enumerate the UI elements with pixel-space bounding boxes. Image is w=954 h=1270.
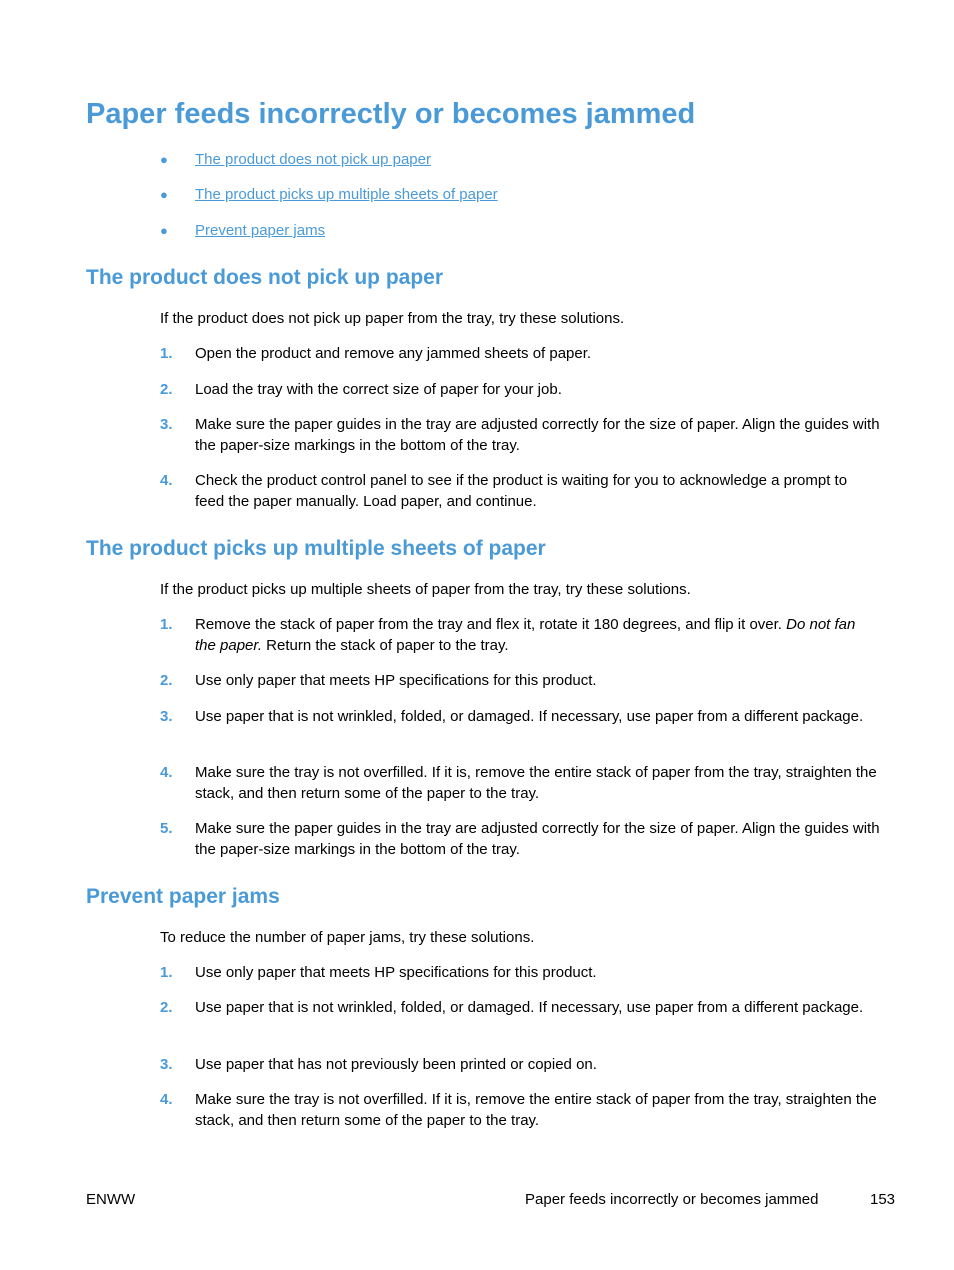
toc-link-prevent-jams[interactable]: Prevent paper jams xyxy=(195,222,326,239)
step-text: Use paper that is not wrinkled, folded, or damaged. If necessary, use paper from a different package. xyxy=(195,999,864,1016)
step-text: Open the product and remove any jammed sheets of paper. xyxy=(195,345,592,362)
section-heading-not-pick-up: The product does not pick up paper xyxy=(86,266,444,289)
section-intro: To reduce the number of paper jams, try these solutions. xyxy=(160,929,535,946)
toc-link-multiple-sheets[interactable]: The product picks up multiple sheets of paper xyxy=(195,186,498,203)
step-number: 5. xyxy=(160,820,173,837)
step-text: Make sure the tray is not overfilled. If it is, remove the entire stack of paper from the tray, straighten the stack, and then return some of the paper to the tray. xyxy=(195,1091,877,1129)
step-number: 1. xyxy=(160,616,173,633)
step-number: 2. xyxy=(160,381,173,398)
step-text: Use paper that has not previously been printed or copied on. xyxy=(195,1056,597,1073)
step-text-emphasis: Do not fan the paper. xyxy=(195,616,856,654)
step-text xyxy=(195,614,880,656)
bullet-icon: ● xyxy=(160,187,168,202)
step-text-part: Return the stack of paper to the tray. xyxy=(262,637,509,654)
toc-link-not-pick-up[interactable]: The product does not pick up paper xyxy=(195,151,431,168)
step-number: 2. xyxy=(160,999,173,1016)
section-heading-prevent-jams: Prevent paper jams xyxy=(86,885,280,908)
step-number: 4. xyxy=(160,764,173,781)
step-text: Check the product control panel to see if the product is waiting for you to acknowledge a prompt to feed the paper manually. Load paper, and continue. xyxy=(195,472,848,510)
step-number: 3. xyxy=(160,1056,173,1073)
step-text: Make sure the tray is not overfilled. If it is, remove the entire stack of paper from the tray, straighten the stack, and then return some of the paper to the tray. xyxy=(195,764,877,802)
step-text: Use only paper that meets HP specifications for this product. xyxy=(195,964,597,981)
step-number: 1. xyxy=(160,345,173,362)
section-heading-multiple-sheets: The product picks up multiple sheets of paper xyxy=(86,537,546,560)
step-number: 4. xyxy=(160,1091,173,1108)
footer-edition: ENWW xyxy=(86,1191,136,1208)
step-number: 2. xyxy=(160,672,173,689)
step-text: Use paper that is not wrinkled, folded, or damaged. If necessary, use paper from a different package. xyxy=(195,708,864,725)
step-text: Make sure the paper guides in the tray are adjusted correctly for the size of paper. Align the guides with the paper-size markings in the bottom of the tray. xyxy=(195,416,880,454)
page-title: Paper feeds incorrectly or becomes jammed xyxy=(86,98,696,130)
step-text: Make sure the paper guides in the tray are adjusted correctly for the size of paper. Align the guides with the paper-size markings in the bottom of the tray. xyxy=(195,820,880,858)
footer-page-number: 153 xyxy=(870,1191,896,1208)
bullet-icon: ● xyxy=(160,223,168,238)
step-text: Load the tray with the correct size of paper for your job. xyxy=(195,381,562,398)
step-text: Use only paper that meets HP specifications for this product. xyxy=(195,672,597,689)
step-number: 3. xyxy=(160,416,173,433)
section-intro: If the product does not pick up paper from the tray, try these solutions. xyxy=(160,310,625,327)
step-number: 4. xyxy=(160,472,173,489)
step-text-part: Remove the stack of paper from the tray and flex it, rotate it 180 degrees, and flip it over. xyxy=(195,616,787,633)
step-number: 1. xyxy=(160,964,173,981)
footer-chapter-title: Paper feeds incorrectly or becomes jammed xyxy=(525,1191,819,1208)
bullet-icon: ● xyxy=(160,152,168,167)
section-intro: If the product picks up multiple sheets of paper from the tray, try these solutions. xyxy=(160,581,691,598)
step-number: 3. xyxy=(160,708,173,725)
